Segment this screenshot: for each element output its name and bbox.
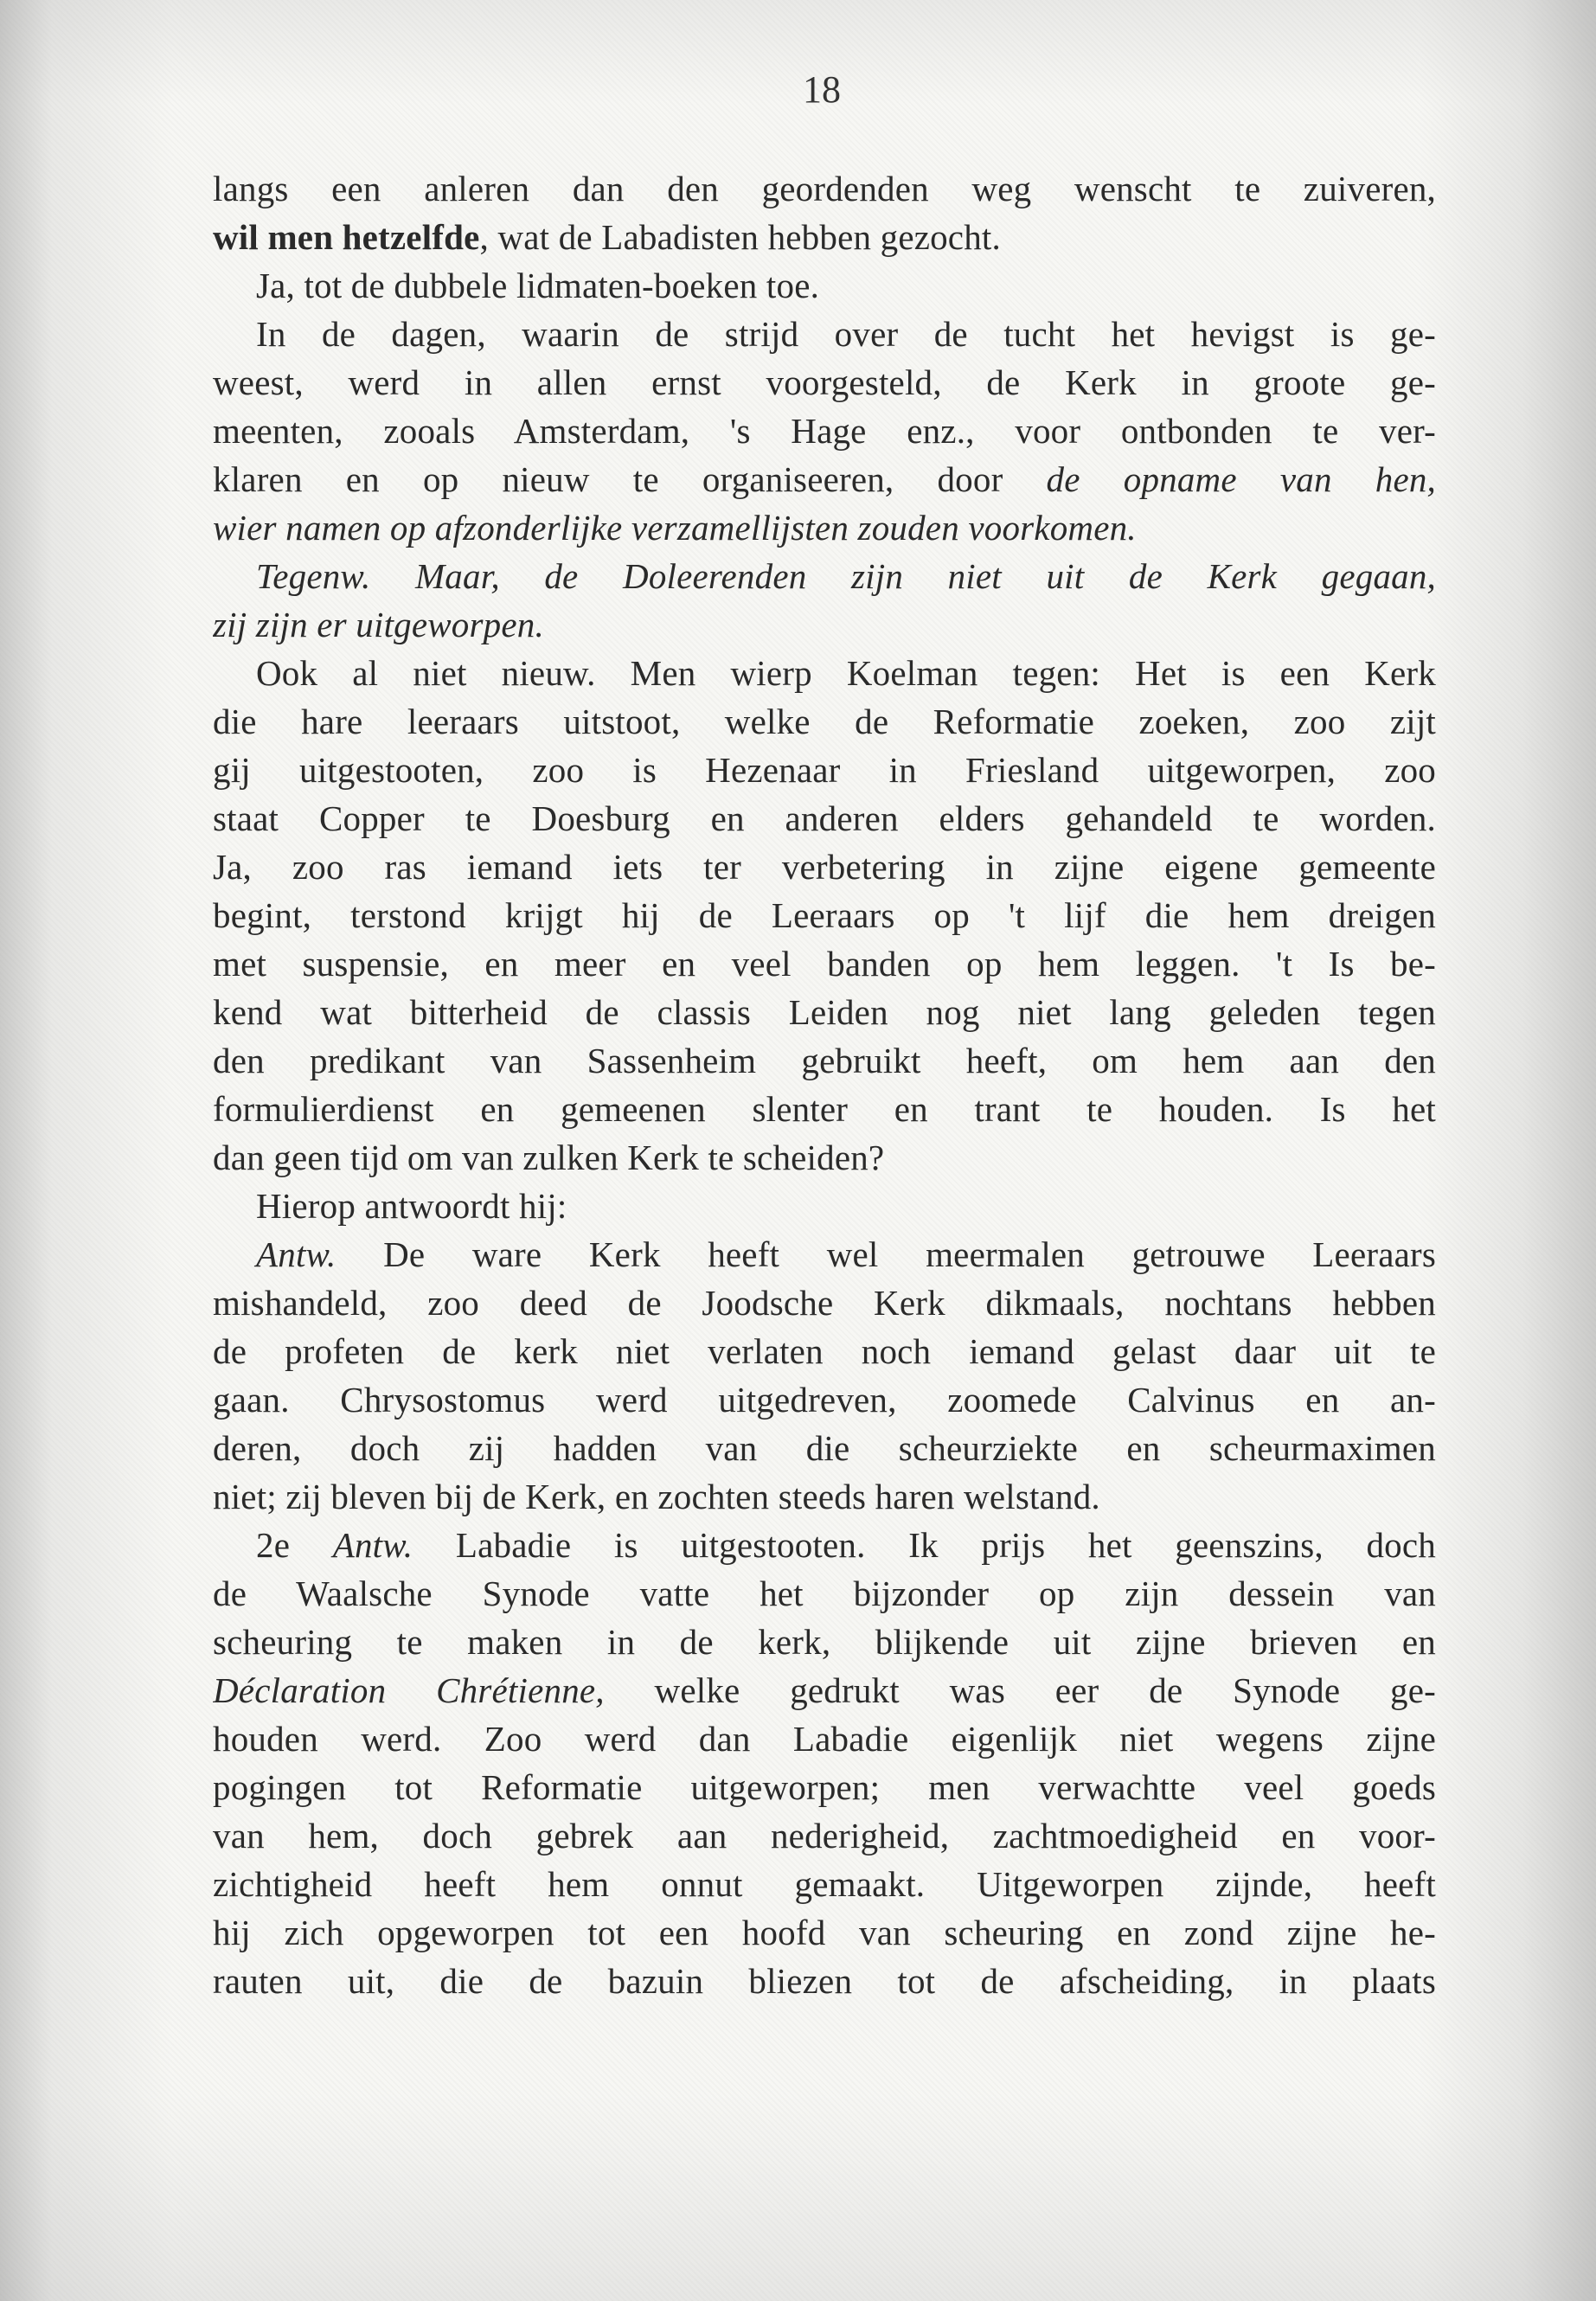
text-line (213, 310, 1436, 358)
line-text: scheuring te maken in de kerk, blijkende uit zijne brieven en (213, 1622, 1436, 1662)
text-line (213, 891, 1436, 939)
italic-text: Déclaration Chrétienne, (213, 1670, 605, 1710)
line-text: de Waalsche Synode vatte het bijzonder op zijn dessein van (213, 1574, 1436, 1613)
line-text: gij uitgestooten, zoo is Hezenaar in Friesland uitgeworpen, zoo (213, 750, 1436, 790)
text-line (213, 939, 1436, 988)
italic-text: de opname van hen, (1046, 459, 1436, 499)
text-line (213, 746, 1436, 794)
italic-text: Tegenw. Maar, de Doleerenden zijn niet uit de Kerk gegaan, (256, 556, 1436, 596)
text-line (213, 649, 1436, 697)
line-text: langs een anleren dan den geordenden weg wenscht te zuiveren, (213, 169, 1436, 208)
text-line (213, 1957, 1436, 2005)
text-line (213, 794, 1436, 843)
body-text (213, 164, 1436, 2005)
italic-text: Antw. (332, 1525, 413, 1565)
line-text: formulierdienst en gemeenen slenter en trant te houden. Is het (213, 1089, 1436, 1129)
line-text: De ware Kerk heeft wel meermalen getrouwe Leeraars (336, 1234, 1436, 1274)
line-text: begint, terstond krijgt hij de Leeraars op 't lijf die hem dreigen (213, 895, 1436, 935)
line-text: met suspensie, en meer en veel banden op hem leggen. 't Is be- (213, 944, 1436, 984)
line-text: Ook al niet nieuw. Men wierp Koelman tegen: Het is een Kerk (256, 653, 1436, 693)
text-line (213, 1375, 1436, 1424)
line-text: staat Copper te Doesburg en anderen elders gehandeld te worden. (213, 798, 1436, 838)
line-text: Hierop antwoordt hij: (256, 1186, 567, 1226)
italic-text: Antw. (256, 1234, 337, 1274)
line-text: die hare leeraars uitstoot, welke de Reformatie zoeken, zoo zijt (213, 702, 1436, 741)
text-line (213, 1182, 1436, 1230)
text-line (213, 1133, 1436, 1182)
line-text: Ja, tot de dubbele lidmaten-boeken toe. (256, 266, 820, 305)
italic-text: zij zijn er uitgeworpen. (213, 605, 544, 644)
page-number: 18 (803, 68, 841, 111)
line-text: Ja, zoo ras iemand iets ter verbetering in zijne eigene gemeente (213, 847, 1436, 887)
line-text: deren, doch zij hadden van die scheurziekte en scheurmaximen (213, 1428, 1436, 1468)
line-text: den predikant van Sassenheim gebruikt heeft, om hem aan den (213, 1041, 1436, 1080)
line-text: Labadie is uitgestooten. Ik prijs het geenszins, doch (413, 1525, 1436, 1565)
text-line (213, 552, 1436, 600)
line-text: , wat de Labadisten hebben gezocht. (479, 217, 1001, 257)
line-text: weest, werd in allen ernst voorgesteld, de Kerk in groote ge- (213, 362, 1436, 402)
line-text: rauten uit, die de bazuin bliezen tot de afscheiding, in plaats (213, 1961, 1436, 2001)
line-text: zichtigheid heeft hem onnut gemaakt. Uitgeworpen zijnde, heeft (213, 1864, 1436, 1904)
text-line (213, 1424, 1436, 1472)
text-line (213, 1666, 1436, 1715)
line-text: klaren en op nieuw te organiseeren, door (213, 459, 1047, 499)
line-text: 2e (256, 1525, 333, 1565)
text-line (213, 1085, 1436, 1133)
line-text: mishandeld, zoo deed de Joodsche Kerk dikmaals, nochtans hebben (213, 1283, 1436, 1323)
line-text: van hem, doch gebrek aan nederigheid, zachtmoedigheid en voor- (213, 1816, 1436, 1856)
text-line (213, 1715, 1436, 1763)
text-line (213, 164, 1436, 213)
line-text: meenten, zooals Amsterdam, 's Hage enz., voor ontbonden te ver- (213, 411, 1436, 451)
line-text: hij zich opgeworpen tot een hoofd van scheuring en zond zijne he- (213, 1913, 1436, 1952)
text-line (213, 1618, 1436, 1666)
text-line (213, 1327, 1436, 1375)
line-text: dan geen tijd om van zulken Kerk te scheiden? (213, 1138, 885, 1177)
text-line (213, 1036, 1436, 1085)
line-text: gaan. Chrysostomus werd uitgedreven, zoomede Calvinus en an- (213, 1380, 1436, 1420)
text-line (213, 1472, 1436, 1521)
line-text: houden werd. Zoo werd dan Labadie eigenlijk niet wegens zijne (213, 1719, 1436, 1759)
text-line (213, 843, 1436, 891)
bold-text: wil men hetzelfde (213, 217, 480, 257)
text-line (213, 1569, 1436, 1618)
line-text: In de dagen, waarin de strijd over de tucht het hevigst is ge- (256, 314, 1436, 354)
text-line (213, 261, 1436, 310)
text-line (213, 455, 1436, 503)
text-line (213, 1860, 1436, 1908)
line-text: kend wat bitterheid de classis Leiden nog niet lang geleden tegen (213, 992, 1436, 1032)
text-line (213, 1908, 1436, 1957)
line-text: pogingen tot Reformatie uitgeworpen; men verwachtte veel goeds (213, 1767, 1436, 1807)
line-text: de profeten de kerk niet verlaten noch iemand gelast daar uit te (213, 1331, 1436, 1371)
text-line (213, 1763, 1436, 1811)
line-text: welke gedrukt was eer de Synode ge- (604, 1670, 1436, 1710)
text-line (213, 407, 1436, 455)
italic-text: wier namen op afzonderlijke verzamellijsten zouden voorkomen. (213, 508, 1137, 548)
text-line (213, 1279, 1436, 1327)
text-line (213, 988, 1436, 1036)
text-line (213, 213, 1436, 261)
text-line (213, 600, 1436, 649)
text-line (213, 1521, 1436, 1569)
text-line (213, 503, 1436, 552)
text-line (213, 697, 1436, 746)
text-line (213, 358, 1436, 407)
text-line (213, 1230, 1436, 1279)
line-text: niet; zij bleven bij de Kerk, en zochten steeds haren welstand. (213, 1477, 1100, 1516)
text-line (213, 1811, 1436, 1860)
